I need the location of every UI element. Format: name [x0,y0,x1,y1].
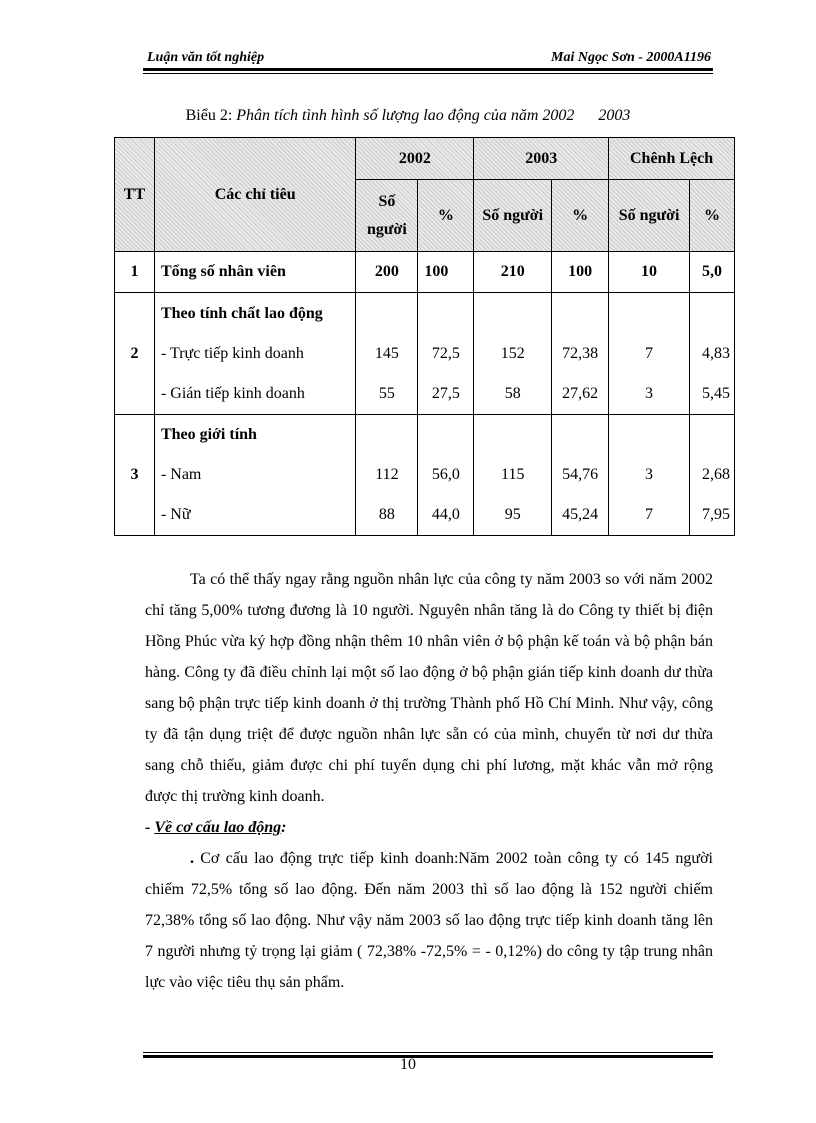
header-songuoi-2003: Số người [474,180,552,252]
row3-b2: 44,0 [431,506,460,523]
row2-a3: 152 [500,344,525,362]
row2-a5: 7 [645,344,654,362]
row3-a2: 56,0 [431,466,460,483]
table-row-2 [115,293,735,415]
header-so: Số [378,192,396,210]
table-row-1 [115,252,735,293]
page-header [145,50,713,70]
row3-group: Theo giới tính [160,426,257,443]
paragraph-1: Ta có thể thấy ngay rằng nguồn nhân lực của công ty năm 2003 so với năm 2002 chỉ tăng 5,00% tương đương là 10 người. Nguyên nhân tăng là do Công ty thiết bị điện Hồng Phúc vừa ký hợp đồng nhận thêm 10 nhân viên ở bộ phận kế toán và bộ phận bán hàng. Công ty đã điều chỉnh lại một số lao động ở bộ phận gián tiếp kinh doanh dư thừa sang bộ phận trực tiếp kinh doanh ở thị trường Thành phố Hồ Chí Minh. Như vậy, công ty đã tận dụng triệt để được nguồn nhân lực sẵn có của mình, chuyển từ nơi dư thừa sang chỗ thiếu, giảm được chi phí tuyển dụng chi phí lương, mặt khác vẫn mở rộng được thị trường kinh doanh. [145,571,713,805]
subheading-dash: - [145,819,155,836]
header-left: Luận văn tốt nghiệp [147,50,265,65]
row2-a6: 4,83 [702,344,730,362]
row2-b6: 5,45 [702,384,730,402]
header-rule-thin [143,73,713,74]
row3-a6: 2,68 [702,466,730,483]
paragraph-2 [145,843,713,998]
row2-a1: 145 [374,344,399,362]
header-tt: TT [115,138,155,252]
row3-tt: 3 [115,415,155,536]
caption-year-end: 2003 [598,107,631,124]
header-right: Mai Ngọc Sơn - 2000A1196 [551,50,711,65]
header-pct-2002: % [418,180,474,252]
row3-a4: 54,76 [562,466,599,483]
header-pct-diff: % [689,180,734,252]
row3-sub1: - Nam [160,466,202,483]
row2-label [154,293,356,415]
row1-c2: 100 [418,252,474,293]
labor-table [114,137,735,536]
header-diff: Chênh Lệch [609,138,735,180]
row3-a1: 112 [375,466,399,483]
row3-b3: 95 [504,506,521,523]
row3-b4: 45,24 [562,506,599,523]
row3-b1: 88 [378,506,395,523]
row3-sub2: - Nữ [160,506,191,523]
subheading-colon: : [281,819,287,836]
page-number: 10 [400,1056,416,1073]
header-pct-2003: % [552,180,609,252]
row2-group: Theo tính chất lao động [160,304,323,322]
row1-c1: 200 [356,252,418,293]
row2-b2: 27,5 [431,384,460,402]
row2-b3: 58 [504,384,521,402]
row2-sub1: - Trực tiếp kinh doanh [160,344,304,362]
header-nguoi: người [367,220,407,238]
row1-c4: 100 [552,252,609,293]
paragraph-2-lead: . [190,850,201,867]
header-2003: 2003 [474,138,609,180]
row3-b5: 7 [645,506,654,523]
header-songuoi-diff: Số người [609,180,690,252]
header-rule [143,68,713,71]
row1-label: Tổng số nhân viên [154,252,356,293]
row1-c3: 210 [474,252,552,293]
header-indicator: Các chỉ tiêu [154,138,356,252]
row2-tt: 2 [115,293,155,415]
footer-rule-thin [143,1052,713,1053]
row1-tt: 1 [115,252,155,293]
row2-a4: 72,38 [562,344,599,362]
row1-c6: 5,0 [689,252,734,293]
caption-prefix: Biểu 2: [185,107,233,124]
header-2002: 2002 [356,138,474,180]
row3-a3: 115 [501,466,525,483]
subheading-text: Về cơ cấu lao động [154,819,282,836]
header-so-nguoi-2002 [356,180,418,252]
body-text [145,564,713,998]
table-row-3 [115,415,735,536]
row2-a2: 72,5 [431,344,460,362]
row3-a5: 3 [645,466,654,483]
caption-title: Phân tích tình hình số lượng lao động của năm 2002 [236,107,575,124]
row3-label [154,415,356,536]
row2-sub2: - Gián tiếp kinh doanh [160,384,305,402]
table-caption [0,107,816,125]
row1-c5: 10 [609,252,690,293]
subheading [145,812,713,843]
row2-b4: 27,62 [562,384,599,402]
paragraph-2-text: Cơ cấu lao động trực tiếp kinh doanh:Năm 2002 toàn công ty có 145 người chiếm 72,5% tổng số lao động. Đến năm 2003 thì số lao động là 152 người chiếm 72,38% tổng số lao động. Như vậy năm 2003 số lao động trực tiếp kinh doanh tăng lên 7 người nhưng tỷ trọng lại giảm ( 72,38% -72,5% = - 0,12%) do công ty tập trung nhân lực vào việc tiêu thụ sản phẩm. [145,850,713,991]
row3-b6: 7,95 [702,506,730,523]
row2-b5: 3 [645,384,654,402]
row2-b1: 55 [378,384,395,402]
